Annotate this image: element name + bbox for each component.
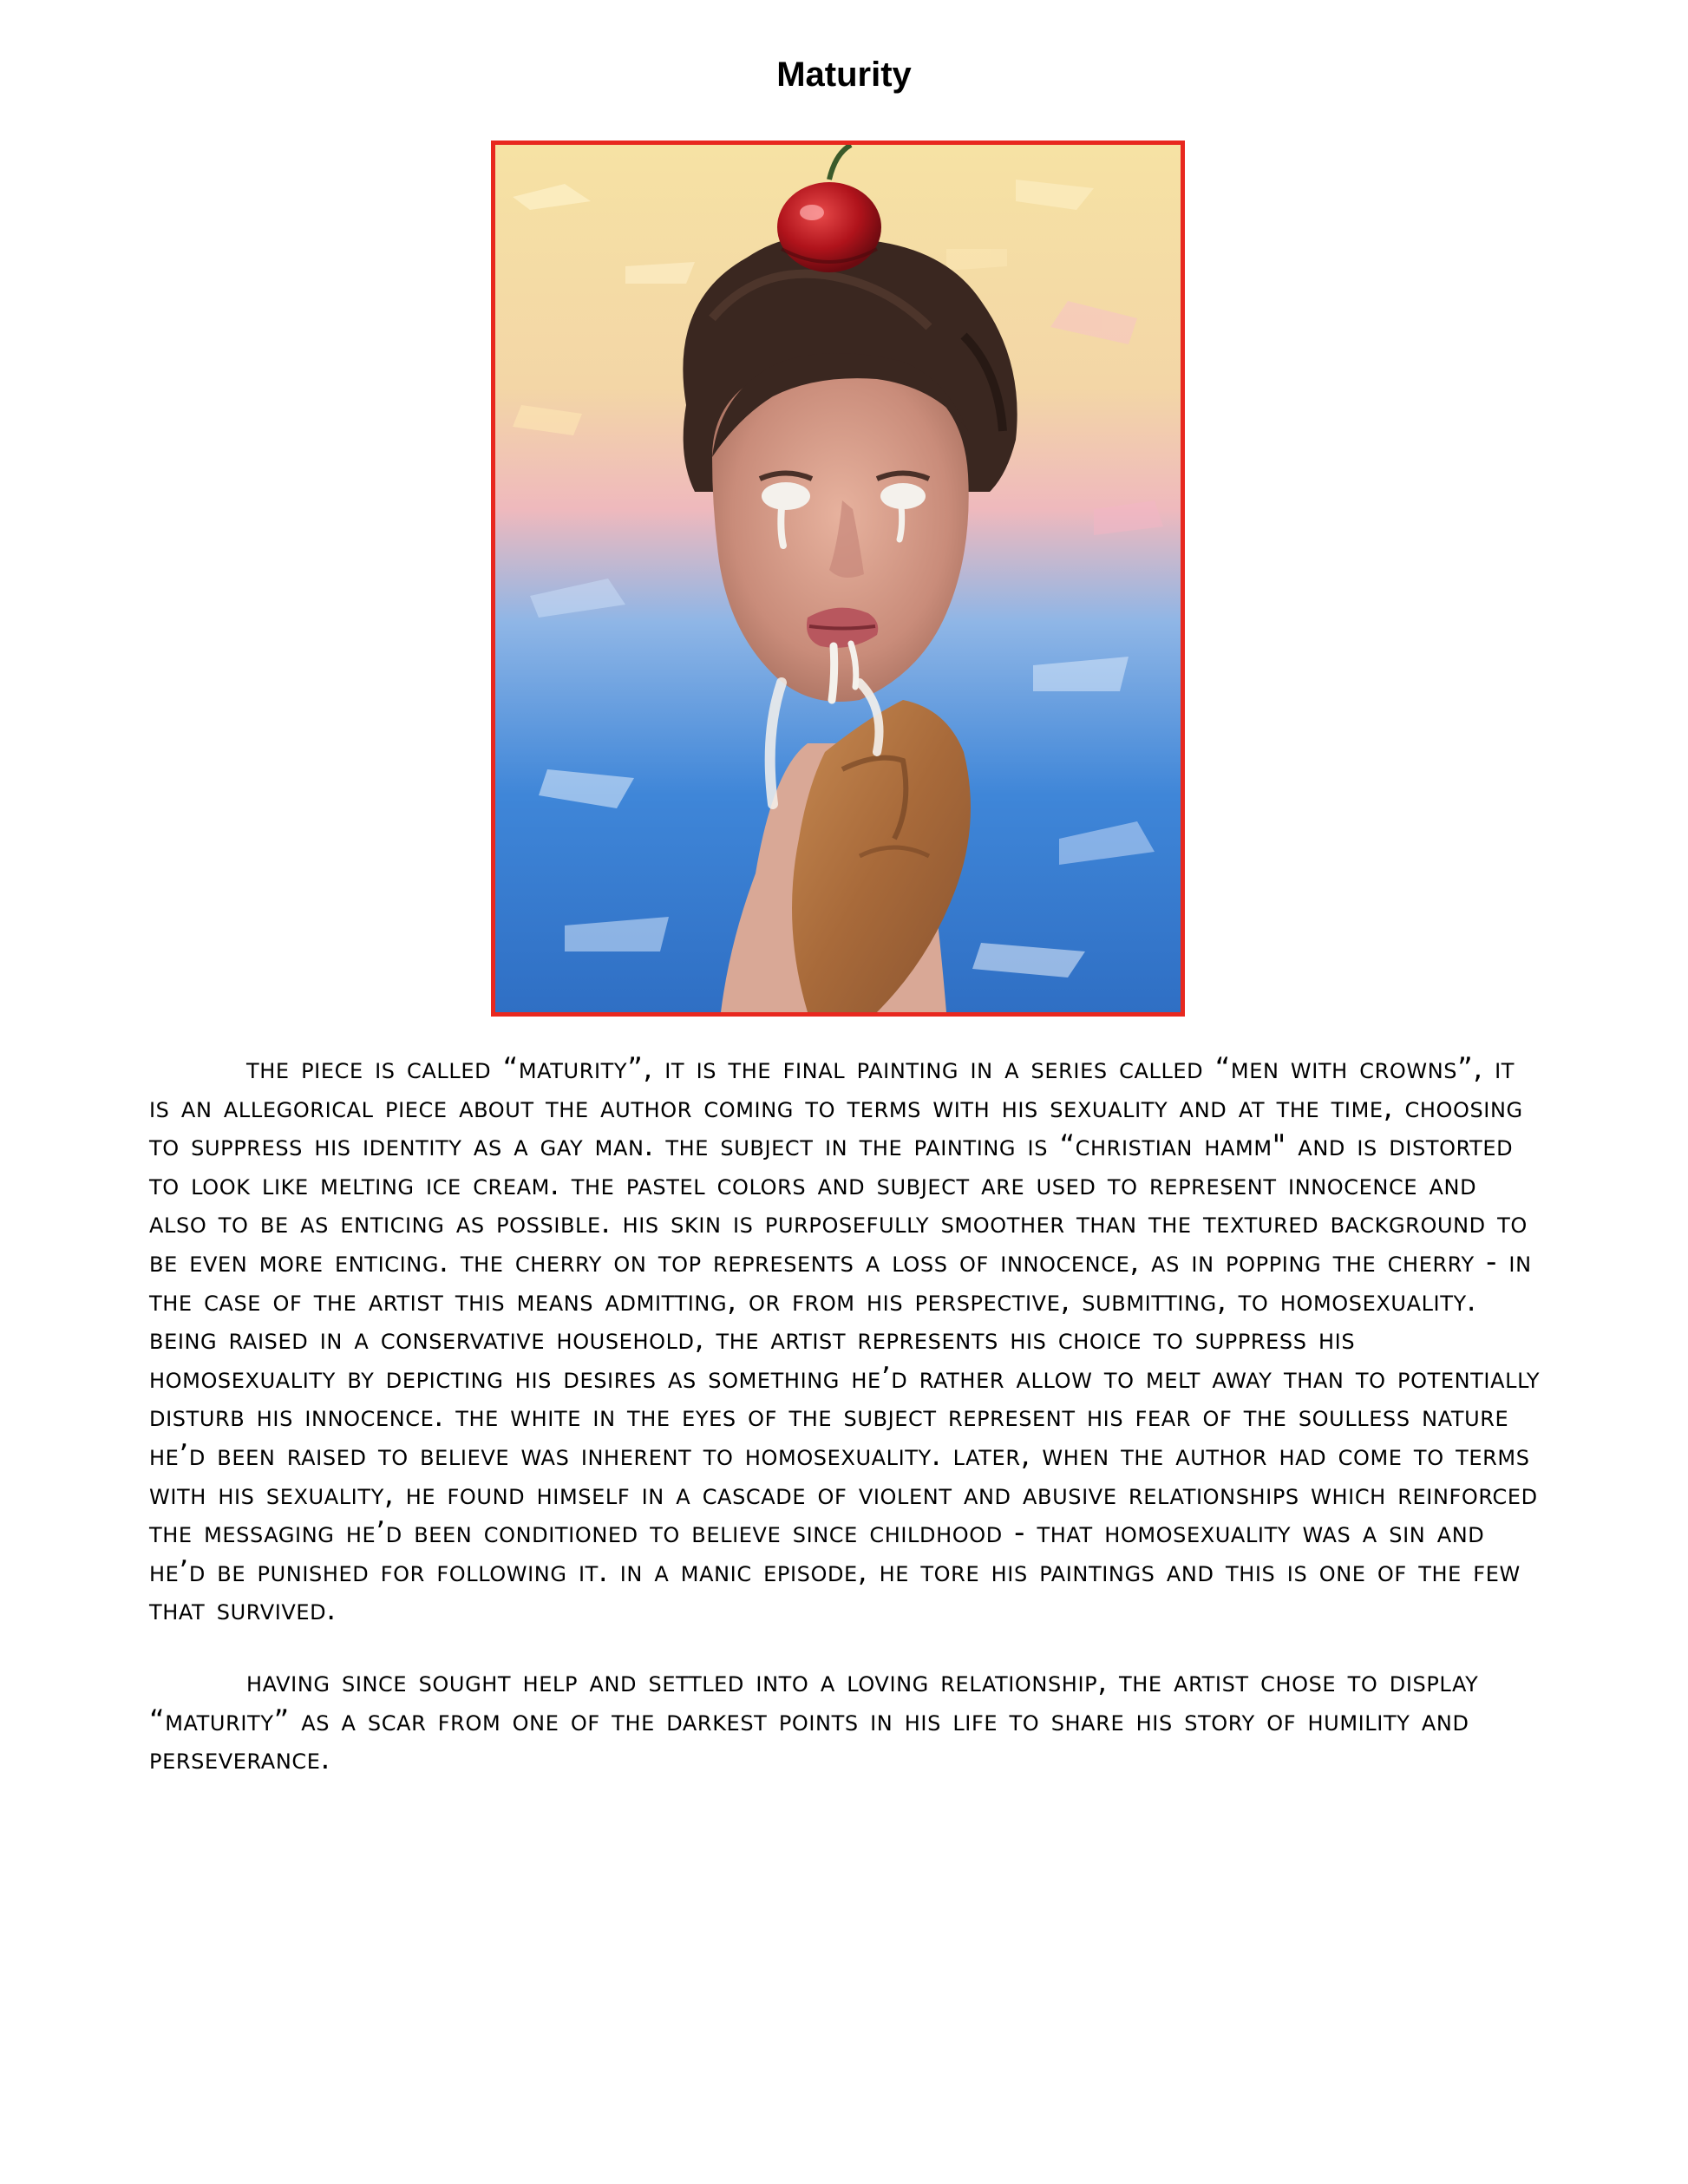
painting-illustration [495, 145, 1181, 1012]
essay-paragraph-1: the piece is called “maturity”, it is the final painting in a series called “men with crowns”, it is an allegorical piece about the author coming to terms with his sexuality and at the time, choosing to suppress his identity as a gay man. the subject in the painting is “christian hamm" and is distorted to look like melting ice cream. the pastel colors and subject are used to represent innocence and also to be as enticing as possible. his skin is purposefully smoother than the textured background to be even more enticing. the cherry on top represents a loss of innocence, as in popping the cherry - in the case of the artist this means admitting, or from his perspective, submitting, to homosexuality. being raised in a conservative household, the artist represents his choice to suppress his homosexuality by depicting his desires as something he’d rather allow to melt away than to potentially disturb his innocence. the white in the eyes of the subject represent his fear of the soulless nature he’d been raised to believe was inherent to homosexuality. later, when the author had come to terms with his sexuality, he found himself in a cascade of violent and abusive relationships which reinforced the messaging he’d been conditioned to believe since childhood - that homosexuality was a sin and he’d be punished for following it. in a manic episode, he tore his paintings and this is one of the few that survived. [149, 1051, 1541, 1628]
essay-body [149, 1049, 1542, 1812]
page-title: Maturity [776, 56, 912, 94]
painting-image [491, 141, 1185, 1017]
essay-paragraph-2: having since sought help and settled into a loving relationship, the artist chose to display “maturity” as a scar from one of the darkest points in his life to share his story of humility and perseverance. [149, 1664, 1479, 1777]
